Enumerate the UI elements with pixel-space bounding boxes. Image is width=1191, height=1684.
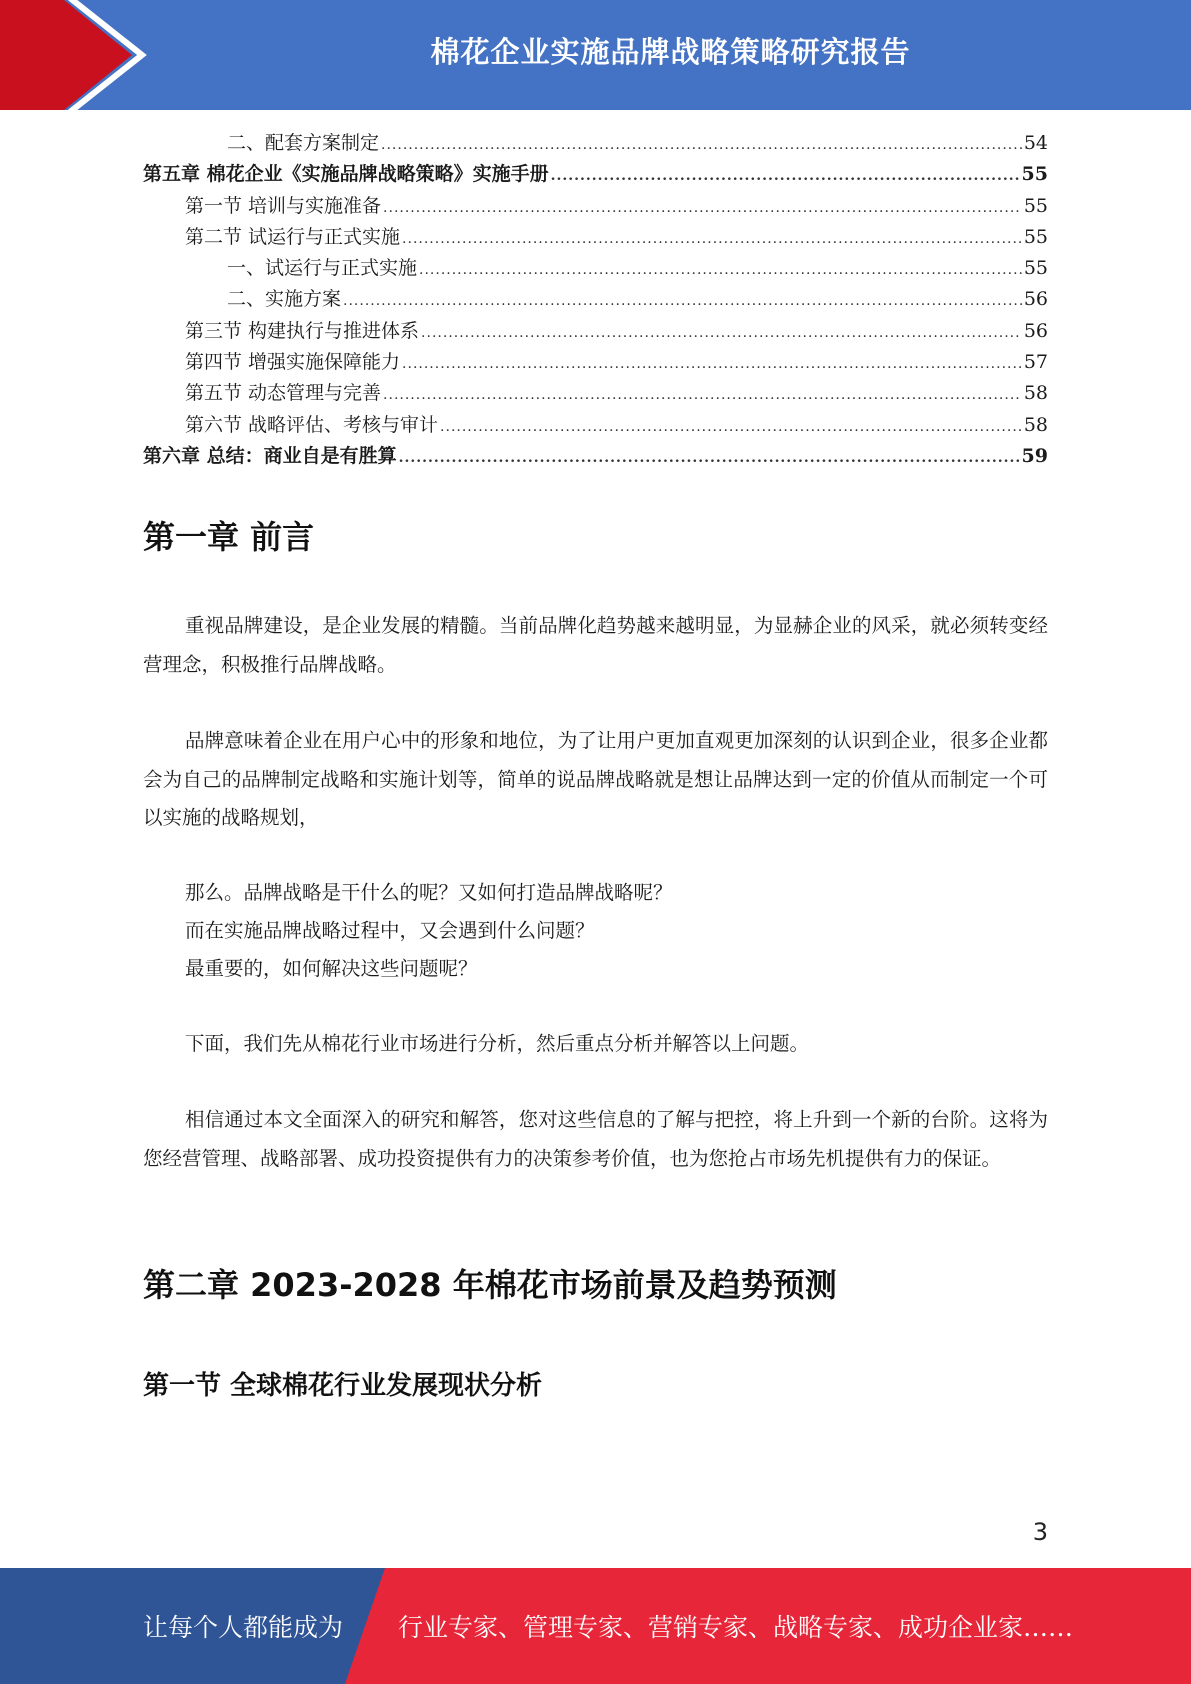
toc-entry-page: 57 xyxy=(1023,351,1048,374)
header-title: 棉花企业实施品牌战略策略研究报告 xyxy=(430,34,911,69)
toc-entry-label: 二、实施方案 xyxy=(227,288,342,311)
chapter1-question-2: 而在实施品牌战略过程中，又会遇到什么问题？ xyxy=(185,919,595,942)
chapter2-title: 第二章 2023-2028 年棉花市场前景及趋势预测 xyxy=(143,1266,837,1304)
toc-entry[interactable] xyxy=(143,347,1048,378)
toc-entry[interactable] xyxy=(143,253,1048,284)
toc-entry-label: 第四节 增强实施保障能力 xyxy=(185,351,401,374)
toc-entry-label: 第三节 构建执行与推进体系 xyxy=(185,319,420,342)
header-chevron-graphic xyxy=(0,0,170,110)
toc-leader-dots xyxy=(551,161,1020,192)
toc-entry[interactable] xyxy=(143,441,1048,472)
toc-leader-dots xyxy=(419,255,1022,286)
toc-entry-label: 第五章 棉花企业《实施品牌战略策略》实施手册 xyxy=(143,163,549,186)
toc-entry-page: 54 xyxy=(1023,132,1048,154)
toc-leader-dots xyxy=(399,443,1020,474)
page-footer xyxy=(0,1568,1191,1684)
toc-leader-dots xyxy=(383,193,1022,224)
toc-entry-page: 55 xyxy=(1021,163,1048,186)
toc-entry-label: 第六章 总结：商业自是有胜算 xyxy=(143,444,397,467)
toc-leader-dots xyxy=(381,130,1022,161)
toc-entry-page: 59 xyxy=(1021,444,1048,467)
toc-entry-page: 56 xyxy=(1023,288,1048,311)
chapter1-question-1: 那么。品牌战略是干什么的呢？又如何打造品牌战略呢？ xyxy=(185,881,673,904)
toc-entry-label: 第五节 动态管理与完善 xyxy=(185,382,382,405)
toc-entry-label: 二、配套方案制定 xyxy=(227,132,380,154)
page-header xyxy=(0,0,1191,110)
toc-entry-page: 55 xyxy=(1023,194,1048,217)
toc-entry-page: 58 xyxy=(1023,382,1048,405)
toc-entry-label: 第一节 培训与实施准备 xyxy=(185,194,382,217)
chapter1-question-3: 最重要的，如何解决这些问题呢？ xyxy=(185,957,478,980)
chapter1-paragraph-1: 重视品牌建设，是企业发展的精髓。当前品牌化趋势越来越明显，为显赫企业的风采，就必须转变经营理念，积极推行品牌战略。 xyxy=(143,614,1048,676)
toc-entry[interactable] xyxy=(143,128,1048,159)
toc-entry-page: 55 xyxy=(1023,257,1048,280)
toc-entry-label: 第二节 试运行与正式实施 xyxy=(185,225,401,248)
chapter1-paragraph-3: 下面，我们先从棉花行业市场进行分析，然后重点分析并解答以上问题。 xyxy=(185,1032,810,1055)
chapter1-title: 第一章 前言 xyxy=(143,518,315,556)
footer-slogan-left: 让每个人都能成为 xyxy=(143,1613,344,1642)
toc-entry[interactable] xyxy=(143,410,1048,441)
toc-entry-page: 55 xyxy=(1023,225,1048,248)
chapter2-section1-title: 第一节 全球棉花行业发展现状分析 xyxy=(143,1371,543,1401)
toc-leader-dots xyxy=(402,349,1022,380)
toc-leader-dots xyxy=(402,224,1022,255)
toc-entry-page: 56 xyxy=(1023,319,1048,342)
toc-leader-dots xyxy=(440,412,1022,443)
toc-entry[interactable] xyxy=(143,378,1048,409)
toc-entry[interactable] xyxy=(143,316,1048,347)
toc-entry[interactable] xyxy=(143,222,1048,253)
toc-entry[interactable] xyxy=(143,159,1048,190)
chapter1-paragraph-2: 品牌意味着企业在用户心中的形象和地位，为了让用户更加直观更加深刻的认识到企业，很多企业都会为自己的品牌制定战略和实施计划等，简单的说品牌战略就是想让品牌达到一定的价值从而制定一个可以实施的战略规划， xyxy=(143,729,1048,829)
toc-entry[interactable] xyxy=(143,191,1048,222)
toc-entry[interactable] xyxy=(143,284,1048,315)
toc-leader-dots xyxy=(343,286,1022,317)
toc-leader-dots xyxy=(421,318,1022,349)
toc-entry-label: 一、试运行与正式实施 xyxy=(227,257,418,280)
table-of-contents xyxy=(143,128,1048,472)
toc-leader-dots xyxy=(383,380,1022,411)
toc-entry-page: 58 xyxy=(1023,413,1048,436)
toc-entry-label: 第六节 战略评估、考核与审计 xyxy=(185,413,439,436)
footer-slogan-right: 行业专家、管理专家、营销专家、战略专家、成功企业家…… xyxy=(398,1613,1074,1642)
page-number: 3 xyxy=(1032,1518,1048,1546)
chapter1-paragraph-4: 相信通过本文全面深入的研究和解答，您对这些信息的了解与把控，将上升到一个新的台阶。这将为您经营管理、战略部署、成功投资提供有力的决策参考价值，也为您抢占市场先机提供有力的保证。 xyxy=(143,1108,1048,1170)
